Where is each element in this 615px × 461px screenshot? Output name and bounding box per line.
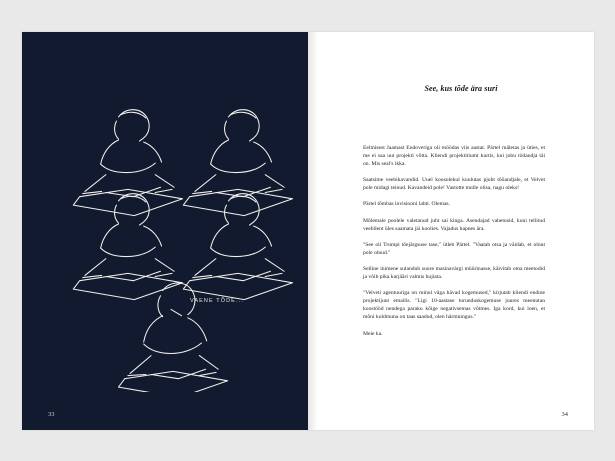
page-number-right: 34 [561,411,568,418]
paragraph: Saatsime veebikavandid. Uuel koosolekul kuulutas pjuht tõõandjale, et Velvet pole midagi teinud. Kavandeid pole! Vastotte mulle olisa, nagu oleks! [363,177,545,192]
paragraph: Mõlemale poolele valetanud juht sai kinga. Asendajad vahetusid, kuni tellitud veebilent üles saamata jäi koolies. Vajadus hapnes ära. [363,217,545,232]
panel-caption: VAENE TÕDE... [190,298,244,304]
paragraph: "Velveti agentuuriga on minul väga hävad kogemused," kirjutab kliendi endine projektijunt emailis. "Ligi 10-aastase turunduskogemuse juures meenutan koostööd nendega paraku kõige negativsemas võtmes. Iga kord, kui loen, et mõni kuldmuna on taas saadud, olen härmningus." [363,290,545,321]
chapter-title: See, kus tõde ära suri [424,84,498,93]
paragraph: Pärtel tõmbas invisiooni lahti. Olemas. [363,201,451,208]
page-right-text [308,32,594,430]
paragraph: Meie ka. [363,330,383,337]
paragraph: Eelmisest Jaamast Endoveriga oli möödas viis aastat. Pärtel mäletas ja üties, et me ei saa uut projekti võtta. Kliendi projektitiumt kurtis, kui jobu tödandja täi on. Mis seal's ikka. [363,145,545,168]
paragraph: "See oli Trumpi tõejärgsuse tase," ütleb Pärtel. "Vaatab otsa ja väidab, et olnut pole olnud." [363,241,545,256]
page-left-illustration [22,32,308,430]
page-number-left: 33 [48,411,55,418]
paragraph: Selline inimene sulandub suure masinavärgi müürinasse, käivitab oma meetodid ja võib pika karjääri valmis hujiata. [363,265,545,281]
body-text-column [363,144,545,346]
illustration-sequence [22,32,308,392]
book-spread [22,32,594,430]
